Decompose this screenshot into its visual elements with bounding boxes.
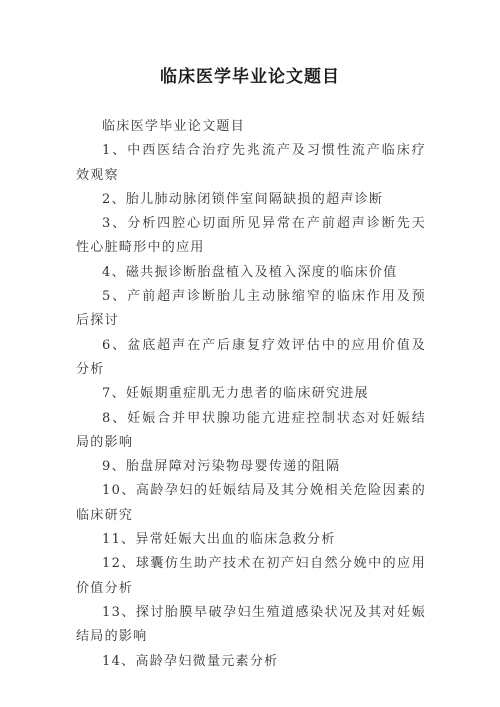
paragraph: 8、妊娠合并甲状腺功能亢进症控制状态对妊娠结局的影响 (76, 410, 426, 450)
paragraph: 1、中西医结合治疗先兆流产及习惯性流产临床疗效观察 (76, 143, 426, 183)
document-body (76, 115, 426, 674)
paragraph: 12、球囊仿生助产技术在初产妇自然分娩中的应用价值分析 (76, 556, 426, 596)
paragraph: 5、产前超声诊断胎儿主动脉缩窄的临床作用及预后探讨 (76, 289, 426, 329)
paragraph: 11、异常妊娠大出血的临床急救分析 (102, 532, 336, 548)
paragraph: 2、胎儿肺动脉闭锁伴室间隔缺损的超声诊断 (102, 191, 384, 207)
paragraph: 4、磁共振诊断胎盘植入及植入深度的临床价值 (102, 264, 398, 280)
paragraph: 10、高龄孕妇的妊娠结局及其分娩相关危险因素的临床研究 (76, 483, 426, 523)
paragraph: 9、胎盘屏障对污染物母婴传递的阻隔 (102, 459, 341, 475)
paragraph: 3、分析四腔心切面所见异常在产前超声诊断先天性心脏畸形中的应用 (76, 216, 426, 256)
paragraph: 13、探讨胎膜早破孕妇生殖道感染状况及其对妊娠结局的影响 (76, 604, 426, 645)
paragraph: 6、盆底超声在产后康复疗效评估中的应用价值及分析 (76, 337, 426, 377)
paragraph: 7、妊娠期重症肌无力患者的临床研究进展 (102, 386, 369, 402)
paragraph: 临床医学毕业论文题目 (102, 119, 246, 134)
paragraph: 14、高龄孕妇微量元素分析 (102, 653, 279, 669)
document-title: 临床医学毕业论文题目 (160, 67, 340, 87)
